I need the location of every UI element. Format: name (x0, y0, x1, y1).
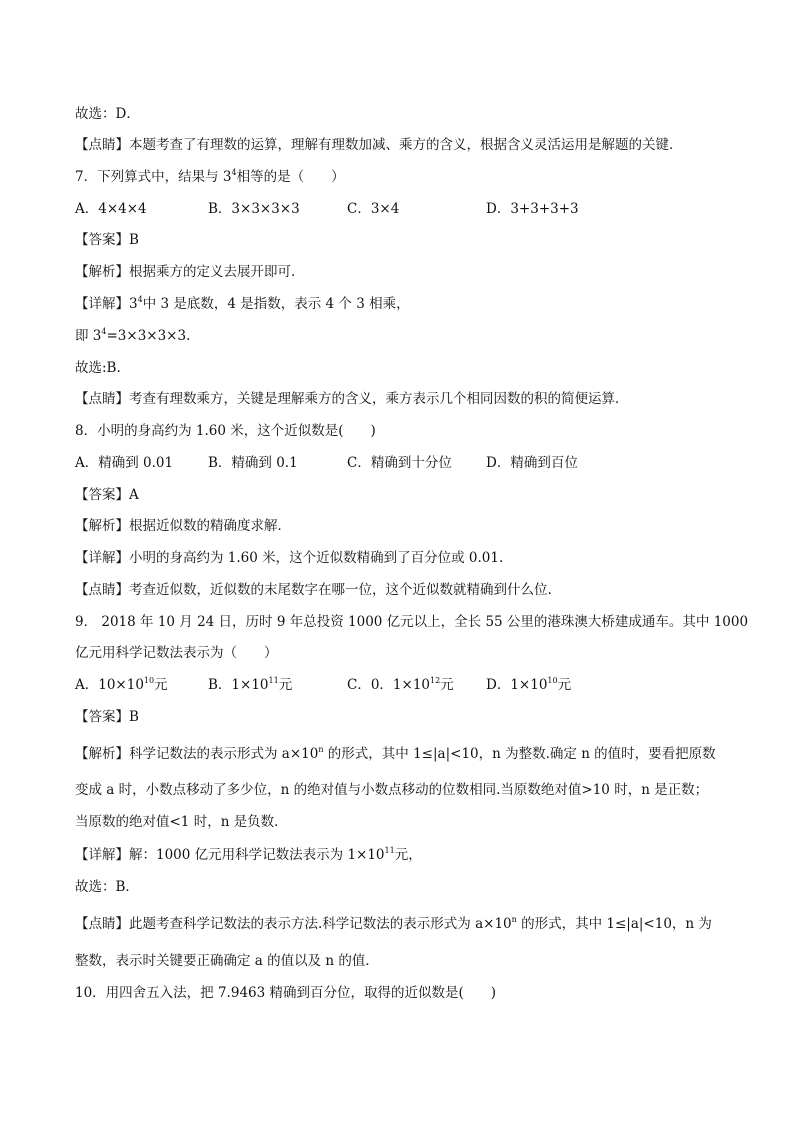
question-7-note (75, 389, 724, 409)
question-9-stem-2 (75, 643, 724, 663)
question-7-detail (75, 294, 724, 314)
analysis-part: 【解析】科学记数法的表示形式为 a×10 (75, 746, 319, 762)
option-text: B．1×10 (208, 677, 269, 693)
detail-part: =3×3×3×3. (106, 328, 191, 344)
note-part: <10，n 为 (643, 916, 712, 932)
note-part: 的形式，其中 1≤ (516, 916, 627, 932)
option-c (347, 675, 454, 695)
analysis-text: 【解析】根据乘方的定义去展开即可． (75, 264, 305, 280)
option-a: A．精确到 0.01 (75, 455, 174, 471)
exponent: n (511, 915, 517, 924)
question-8-note (75, 580, 724, 600)
detail-part: 【详解】解：1000 亿元用科学记数法表示为 1×10 (75, 847, 385, 863)
stem-part: 7．下列算式中，结果与 3 (75, 169, 232, 185)
stem-text: 9． 2018 年 10 月 24 日，历时 9 年总投资 1000 亿元以上，全长 55 公里的港珠澳大桥建成通车。其中 1000 (75, 614, 749, 630)
question-9-answer (75, 707, 724, 727)
question-7-detail-2 (75, 326, 724, 346)
exponent: 10 (547, 676, 558, 685)
question-9-analysis-2 (75, 780, 724, 800)
question-9-analysis-1 (75, 744, 724, 764)
option-b: B．精确到 0.1 (208, 455, 298, 471)
choice-text: 故选：D． (75, 106, 140, 122)
exponent: 4 (231, 168, 237, 177)
option-unit: 元 (440, 677, 454, 693)
question-7-analysis (75, 262, 724, 282)
analysis-part: 的形式，其中 1≤ (323, 746, 433, 762)
choice-line (75, 104, 724, 124)
question-7-answer (75, 230, 724, 250)
note-text: 【点睛】本题考查了有理数的运算，理解有理数加减、乘方的含义，根据含义灵活运用是解题的关键． (75, 137, 683, 153)
analysis-part: <10，n 为整数.确定 n 的值时，要看把原数 (450, 746, 716, 762)
answer-text: 【答案】B (75, 709, 139, 725)
option-unit: 元 (557, 677, 572, 693)
absolute-value: |a| (626, 916, 644, 932)
question-8-stem (75, 421, 724, 441)
detail-part: 元， (394, 847, 422, 863)
answer-text: 【答案】B (75, 232, 139, 248)
analysis-text: 【解析】根据近似数的精确度求解． (75, 518, 291, 534)
option-d (486, 675, 571, 695)
question-8-analysis (75, 516, 724, 536)
option-a: A．4×4×4 (75, 201, 147, 217)
detail-text: 【详解】小明的身高约为 1.60 米，这个近似数精确到了百分位或 0.01. (75, 550, 504, 566)
note-text: 【点睛】考查近似数，近似数的末尾数字在哪一位，这个近似数就精确到什么位. (75, 582, 552, 598)
note-text: 整数，表示时关键要正确确定 a 的值以及 n 的值． (75, 953, 379, 969)
question-7-stem (75, 167, 724, 187)
stem-text: 10．用四舍五入法，把 7.9463 精确到百分位，取得的近似数是( ) (75, 985, 497, 1001)
option-unit: 元 (154, 677, 168, 693)
option-b (208, 675, 292, 695)
question-9-analysis-3 (75, 812, 724, 832)
exponent: 12 (430, 676, 441, 685)
exponent: n (318, 745, 324, 754)
detail-part: 即 3 (75, 328, 102, 344)
answer-text: 【答案】A (75, 487, 139, 503)
option-c: C．精确到十分位 (347, 455, 452, 471)
note-text: 【点睛】考查有理数乘方，关键是理解乘方的含义，乘方表示几个相同因数的积的简便运算． (75, 391, 629, 407)
question-9-choice (75, 877, 724, 897)
option-d: D．3+3+3+3 (486, 201, 579, 217)
exponent: 4 (101, 327, 107, 336)
option-c: C．3×4 (347, 201, 400, 217)
exponent: 4 (137, 295, 143, 304)
analysis-text: 变成 a 时，小数点移动了多少位，n 的绝对值与小数点移动的位数相同.当原数绝对值>10 时，n 是正数； (75, 782, 709, 798)
question-9-stem-1 (75, 612, 749, 632)
detail-part: 【详解】3 (75, 296, 138, 312)
choice-text: 故选:B. (75, 360, 121, 376)
question-10-stem (75, 983, 724, 1003)
option-a (75, 675, 168, 695)
option-text: D．1×10 (486, 677, 548, 693)
stem-text: 亿元用科学记数法表示为（ ） (75, 645, 278, 661)
question-9-detail (75, 845, 724, 865)
stem-text: 8．小明的身高约为 1.60 米，这个近似数是( ) (75, 423, 376, 439)
stem-part: 相等的是（ ） (236, 169, 345, 185)
note-part: 【点睛】此题考查科学记数法的表示方法.科学记数法的表示形式为 a×10 (75, 916, 512, 932)
question-8-answer (75, 485, 724, 505)
question-9-note-1 (75, 914, 724, 934)
question-9-note-2 (75, 951, 724, 971)
exponent: 11 (384, 846, 395, 855)
option-text: C．0．1×10 (347, 677, 430, 693)
question-8-detail (75, 548, 724, 568)
analysis-text: 当原数的绝对值<1 时，n 是负数． (75, 814, 288, 830)
option-unit: 元 (278, 677, 293, 693)
option-text: A．10×10 (75, 677, 144, 693)
detail-part: 中 3 是底数，4 是指数，表示 4 个 3 相乘， (142, 296, 410, 312)
note-line (75, 135, 724, 155)
option-b: B．3×3×3×3 (208, 201, 300, 217)
choice-text: 故选：B． (75, 879, 139, 895)
exponent: 10 (143, 676, 155, 685)
option-d: D．精确到百位 (486, 455, 578, 471)
question-7-choice (75, 358, 724, 378)
absolute-value: |a| (432, 746, 451, 762)
exponent: 11 (268, 676, 279, 685)
